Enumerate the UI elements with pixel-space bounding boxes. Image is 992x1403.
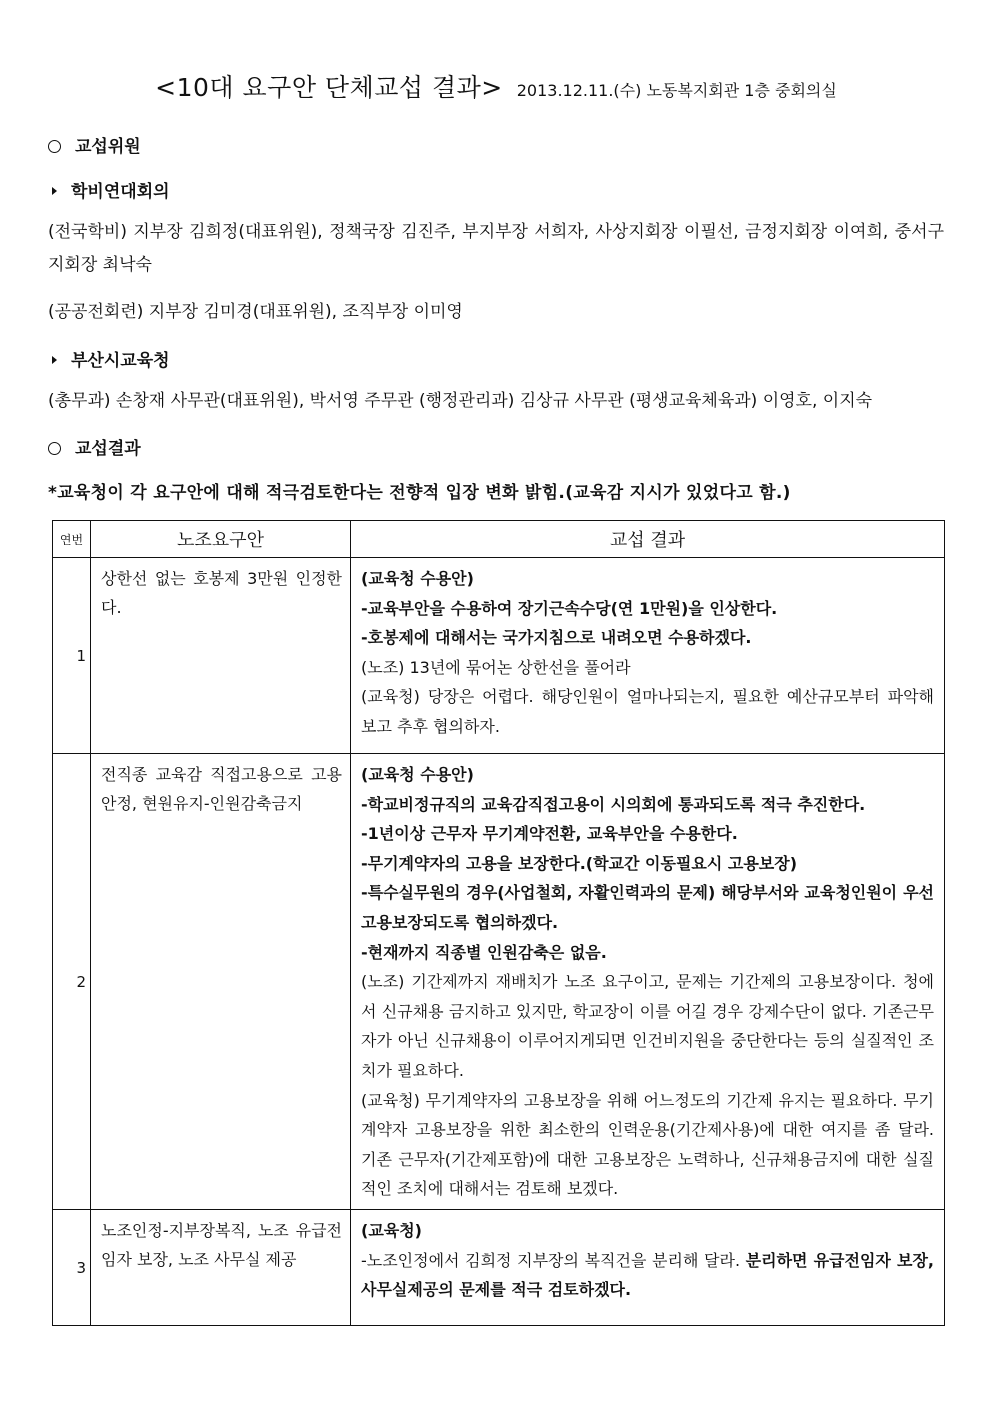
result-cell [351, 1210, 945, 1326]
result-cell [351, 558, 945, 754]
results-table [52, 520, 945, 1326]
header-result: 교섭 결과 [351, 521, 945, 558]
section-heading-results [48, 434, 141, 459]
subheading-office [52, 346, 170, 371]
header-num: 연번 [53, 521, 91, 558]
demand-cell: 상한선 없는 호봉제 3만원 인정한다. [91, 558, 351, 754]
circle-bullet-icon [48, 442, 61, 455]
section-heading-members [48, 132, 141, 157]
result-line: (노조) 13년에 묶어논 상한선을 풀어라 [361, 657, 631, 677]
section-heading-results-label: 교섭결과 [75, 439, 141, 459]
table-row [53, 754, 945, 1210]
meeting-date-location: 2013.12.11.(수) 노동복지회관 1층 중회의실 [516, 81, 837, 100]
result-line: -교육부안을 수용하여 장기근속수당(연 1만원)을 인상한다. [361, 598, 778, 618]
office-members-paragraph: (총무과) 손창재 사무관(대표위원), 박서영 주무관 (행정관리과) 김상규 사무관 (평생교육체육과) 이영호, 이지숙 [48, 391, 873, 411]
demand-cell: 전직종 교육감 직접고용으로 고용안정, 현원유지-인원감축금지 [91, 754, 351, 1210]
title-row [0, 68, 992, 104]
result-line: (교육청 수용안) [361, 765, 474, 784]
table-header-row [53, 521, 945, 558]
result-line: -1년이상 근무자 무기계약전환, 교육부안을 수용한다. [361, 824, 738, 844]
table-row [53, 558, 945, 754]
result-text-bold: 분리하면 유급전임자 보장, 사무실제공의 문제를 적극 검토하겠다. [361, 1250, 934, 1300]
triangle-bullet-icon [52, 356, 57, 364]
triangle-bullet-icon [52, 187, 57, 195]
result-line: -학교비정규직의 교육감직접고용이 시의회에 통과되도록 적극 추진한다. [361, 794, 866, 814]
result-line: -호봉제에 대해서는 국가지침으로 내려오면 수용하겠다. [361, 628, 752, 648]
subheading-union-label: 학비연대회의 [71, 182, 170, 202]
results-note: *교육청이 각 요구안에 대해 적극검토한다는 전향적 입장 변화 밝힘.(교육감 지시가 있었다고 함.) [48, 483, 791, 503]
circle-bullet-icon [48, 140, 61, 153]
row-number: 2 [53, 754, 91, 1210]
subheading-office-label: 부산시교육청 [71, 351, 170, 371]
result-line: (교육청) 당장은 어렵다. 해당인원이 얼마나되는지, 필요한 예산규모부터 파악해 보고 추후 협의하자. [361, 687, 934, 736]
page-title: <10대 요구안 단체교섭 결과> [155, 73, 503, 102]
result-line: (노조) 기간제까지 재배치가 노조 요구이고, 문제는 기간제의 고용보장이다. 청에서 신규채용 금지하고 있지만, 학교장이 이를 어길 경우 강제수단이 없다. 기존근무자가 아닌 신규채용이 이루어지게되면 인건비지원을 중단한다는 등의 실질적인 조치가 필요하다. [361, 972, 934, 1080]
demand-cell: 노조인정-지부장복직, 노조 유급전임자 보장, 노조 사무실 제공 [91, 1210, 351, 1326]
result-line: (교육청) [361, 1221, 422, 1240]
result-line [361, 1246, 934, 1305]
public-union-members-paragraph: (공공전회련) 지부장 김미경(대표위원), 조직부장 이미영 [48, 302, 463, 322]
result-text-plain: -노조인정에서 김희정 지부장의 복직건을 분리해 달라. [361, 1250, 746, 1270]
result-line: -무기계약자의 고용을 보장한다.(학교간 이동필요시 고용보장) [361, 853, 798, 873]
row-number: 3 [53, 1210, 91, 1326]
result-line: (교육청 수용안) [361, 569, 474, 588]
result-line: -특수실무원의 경우(사업철회, 자활인력과의 문제) 해당부서와 교육청인원이 우선 고용보장되도록 협의하겠다. [361, 883, 934, 932]
header-demand: 노조요구안 [91, 521, 351, 558]
result-line: (교육청) 무기계약자의 고용보장을 위해 어느정도의 기간제 유지는 필요하다. 무기계약자 고용보장을 위한 최소한의 인력운용(기간제사용)에 대한 여지를 좀 달라. 기존 근무자(기간제포함)에 대한 고용보장은 노력하나, 신규채용금지에 대한 실질적인 조치에 대해서는 검토해 보겠다. [361, 1090, 934, 1199]
section-heading-members-label: 교섭위원 [75, 137, 141, 157]
result-cell [351, 754, 945, 1210]
subheading-union [52, 177, 170, 202]
result-line: -현재까지 직종별 인원감축은 없음. [361, 942, 607, 962]
row-number: 1 [53, 558, 91, 754]
union-members-paragraph: (전국학비) 지부장 김희정(대표위원), 정책국장 김진주, 부지부장 서희자, 사상지회장 이필선, 금정지회장 이여희, 중서구지회장 최낙숙 [48, 222, 944, 275]
table-row [53, 1210, 945, 1326]
